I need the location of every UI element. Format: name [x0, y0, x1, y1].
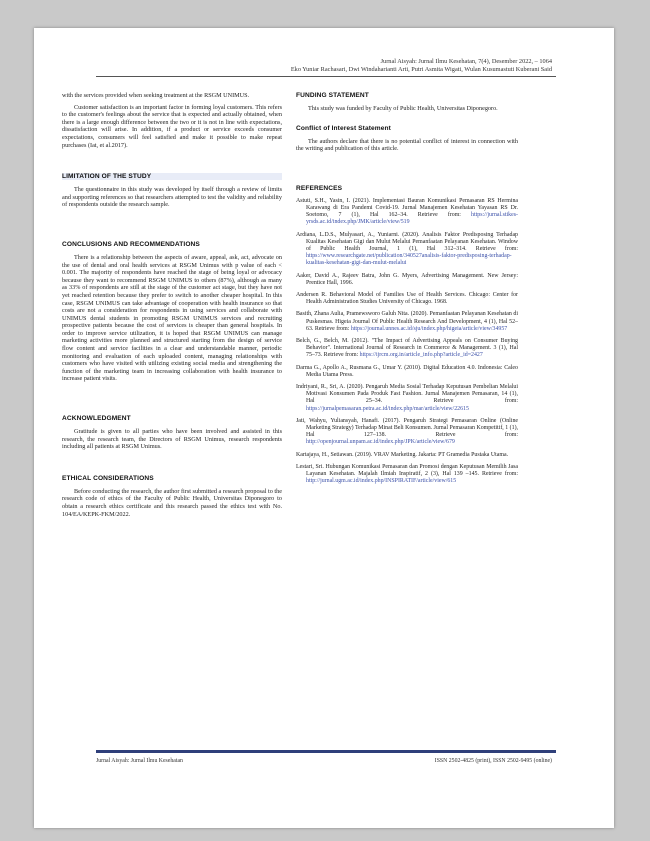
right-column	[296, 92, 518, 490]
reference-list	[296, 198, 518, 486]
funding-heading: FUNDING STATEMENT	[296, 92, 369, 99]
intro-paragraph-1: with the services provided when seeking treatment at the RSGM UNIMUS.	[62, 92, 250, 99]
acknowledgment-text: Gratitude is given to all parties who have been involved and assisted in this research, the research team, the Directors of RSGM Unimus, research respondents including all patients at RSGM Unimus.	[62, 428, 282, 451]
running-header	[291, 58, 552, 74]
footer-issn: ISSN 2502-4825 (print), ISSN 2502-9495 (online)	[434, 758, 552, 764]
reference-text: Ardiana, L.D.S., Mulyasari, A., Yuniarni. (2020). Analisis Faktor Predisposing Terhadap Kualitas Kesehatan Gigi dan Mulut Melalui Pemanfaatan Pelayanan Kesehatan. Window of Public Health Journal, 1 (1), Hal 312–314. Retrieve from:	[296, 231, 518, 252]
reference-link[interactable]: https://www.researchgate.net/publication/340527analisis-faktor-predisposing-terhadap-kualitas-kesehatan-gigi-dan-mulut-melalui	[306, 253, 512, 267]
references-heading: REFERENCES	[296, 184, 343, 192]
reference-link[interactable]: http://openjournal.unpam.ac.id/index.php/JPK/article/view/679	[306, 439, 455, 446]
acknowledgment-heading: ACKNOWLEDGMENT	[62, 415, 131, 423]
header-authors-line: Eko Yuniar Rachasari, Dwi Windaharianti Arti, Putri Asmita Wigati, Wulan Kusumastuti Kuberani Said	[290, 66, 552, 73]
reference-link[interactable]: https://ijrcm.org.in/article_info.php?article_id=2427	[359, 352, 483, 359]
reference-text: Belch, G., Belch, M. (2012). "The Impact of Advertising Appeals on Consumer Buying Behavior". International Journal of Research in Commerce & Management. 3 (1), Hal 75–73. Retrieve from:	[296, 338, 518, 359]
conclusions-text: There is a relationship between the aspects of aware, appeal, ask, act, advocate on the use of dental and oral health services at RSGM Unimus with p value of each < 0.001. The majority of respondents have reached the stage of being loyal or advocacy because they want to recommend RSGM UNIMUS to others (87%), although as many as 33% of respondents are still at the stage of the customer act stage, but they have not yet reached retention because they prefer to switch to another cheaper hospital. In this case, RSGM UNIMUS can take advantage of cooperation with health insurance so that costs are not a consideration for respondents in using services and collaborate with UNIMUS dental students in promoting RSGM UNIMUS services and recruiting prospective patients because the cost of services is cheaper than general hospitals. In order to improve service utilization, it is hoped that RSGM UNIMUS can manage marketing activities more planned and structured starting from the design of service flow content and service facilities in a clear and understandable manner, periodic monitoring and evaluation of each uploaded content, managing relationships with customers who have visited with utilizing existing social media and strengthening the function of the marketing team in increasing collaboration with health insurance to increase patient visits.	[62, 253, 282, 383]
reference-item	[296, 198, 518, 227]
conclusions-heading: CONCLUSIONS AND RECOMMENDATIONS	[62, 240, 200, 248]
reference-text: Jati, Wahyu, Yuliansyah, Hanafi. (2017). Pengaruh Strategi Pemasaran Online (Online Marketing Strategy) Terhadap Minat Beli Konsumen. Jurnal Pemasaran Kompetitif, 1 (1), Hal 127–138. Retrieve from:	[296, 417, 518, 439]
header-journal-line: Jurnal Aisyah: Jurnal Ilmu Kesehatan, 7(4), Desember 2022, – 1064	[380, 58, 552, 65]
reference-item	[296, 452, 518, 459]
reference-text: Aaker, David A., Rajeev Batra, John G. Myers, Advertising Management. New Jersey: Prentice Hall, 1996.	[296, 272, 518, 286]
reference-text: Kartajaya, H., Setiawan. (2019). VRAV Marketing. Jakarta: PT Gramedia Pustaka Utama.	[296, 451, 509, 458]
reference-item	[296, 311, 518, 333]
reference-item	[296, 273, 518, 287]
reference-text: Darma G., Apollo A., Rusmana G., Umar Y. (2010). Digital Education 4.0. Indonesia: Caleo Media Utama Press.	[296, 364, 518, 378]
reference-link[interactable]: http://jurnal.ugm.ac.id/index.php/INSPIRATIF/article/view/615	[306, 478, 457, 485]
reference-item	[296, 365, 518, 379]
footer-rule	[96, 750, 556, 753]
reference-item	[296, 232, 518, 268]
limitation-heading: LIMITATION OF THE STUDY	[62, 173, 282, 180]
reference-text: Andersen R. Behavioral Model of Families Use of Health Services. Chicago: Center for Health Administration Studies University of Chicago. 1968.	[296, 292, 518, 306]
reference-item	[296, 292, 518, 306]
document-page	[34, 28, 614, 828]
ethics-text: Before conducting the research, the author first submitted a research proposal to the research code of ethics of the Faculty of Public Health, Universitas Diponegoro to obtain a research ethics certificate and this research passed the ethics test with No. 104/EA/KEPK-FKM/2022.	[62, 487, 282, 518]
reference-text: Astuti, S.H., Yasin, I. (2021). Implementasi Bauran Komunikasi Pemasaran RS Hermina Karawang di Era Pandemi Covid-19. Jurnal Manajemen Kesehatan Yayasan RS Dr. Soetomo, 7 (1), Hal 162–34. Retrieve from:	[296, 197, 518, 219]
reference-link[interactable]: https://jurnalpemasaran.petra.ac.id/index.php/mar/article/view/22615	[306, 405, 469, 412]
funding-text: This study was funded by Faculty of Public Health, Universitas Diponegoro.	[308, 105, 498, 112]
reference-item	[296, 464, 518, 486]
conflict-heading: Conflict of Interest Statement	[296, 124, 391, 132]
conflict-text: The authors declare that there is no potential conflict of interest in connection with the writing and publication of this article.	[296, 137, 518, 153]
reference-link[interactable]: https://jurnal.stikes-yrsds.ac.id/index.php/JMK/article/view/519	[306, 212, 518, 226]
reference-text: Basith, Zhana Aulia, Pramewsworo Galuh Nita. (2020). Pemanfaatan Pelayanan Kesehatan di Puskesmas. Higeia Journal Of Public Health Research And Development, 4 (1), Hal 52–63. Retrieve from:	[296, 311, 518, 332]
reference-text: Indriyani, R., Sri, A. (2020). Pengaruh Media Sosial Terhadap Keputusan Pembelian Melalui Motivasi Konsumen Pada Produk Fast Fashion. Jurnal Manajemen Pemasaran, 14 (1), Hal 25–34. Retrieve from:	[296, 384, 518, 405]
header-rule	[96, 76, 556, 77]
left-column	[62, 92, 282, 522]
reference-item	[296, 338, 518, 360]
limitation-text: The questionnaire in this study was developed by itself through a review of limits and supporting references so that researchers attempted to test the validity and reliability of respondents outside the research sample.	[62, 186, 282, 209]
reference-item	[296, 384, 518, 413]
intro-paragraph-2: Customer satisfaction is an important factor in forming loyal customers. This refers to the customer's feelings about the service that is expected and actually obtained, when there is a large enough difference between the two or it is not in line with expectations, dissatisfaction will arise. In addition, if a product or service exceeds consumer expectations, consumers will feel satisfied and make it possible to make repeat purchases (Iat, et al.2017).	[62, 103, 282, 149]
reference-link[interactable]: https://journal.unnes.ac.id/sju/index.php/higeia/article/view/34957	[350, 325, 508, 332]
ethics-heading: ETHICAL CONSIDERATIONS	[62, 474, 154, 482]
reference-item	[296, 418, 518, 447]
reference-text: Lestari, Sri. Hubungan Komunikasi Pemasaran dan Promosi dengan Keputusan Memilih Jasa Layanan Kesehatan. Majalah Ilmiah Inspiratif, 2 (3), Hal 139 –145. Retrieve from:	[296, 463, 518, 478]
footer-journal-name: Jurnal Aisyah: Jurnal Ilmu Kesehatan	[96, 758, 183, 764]
